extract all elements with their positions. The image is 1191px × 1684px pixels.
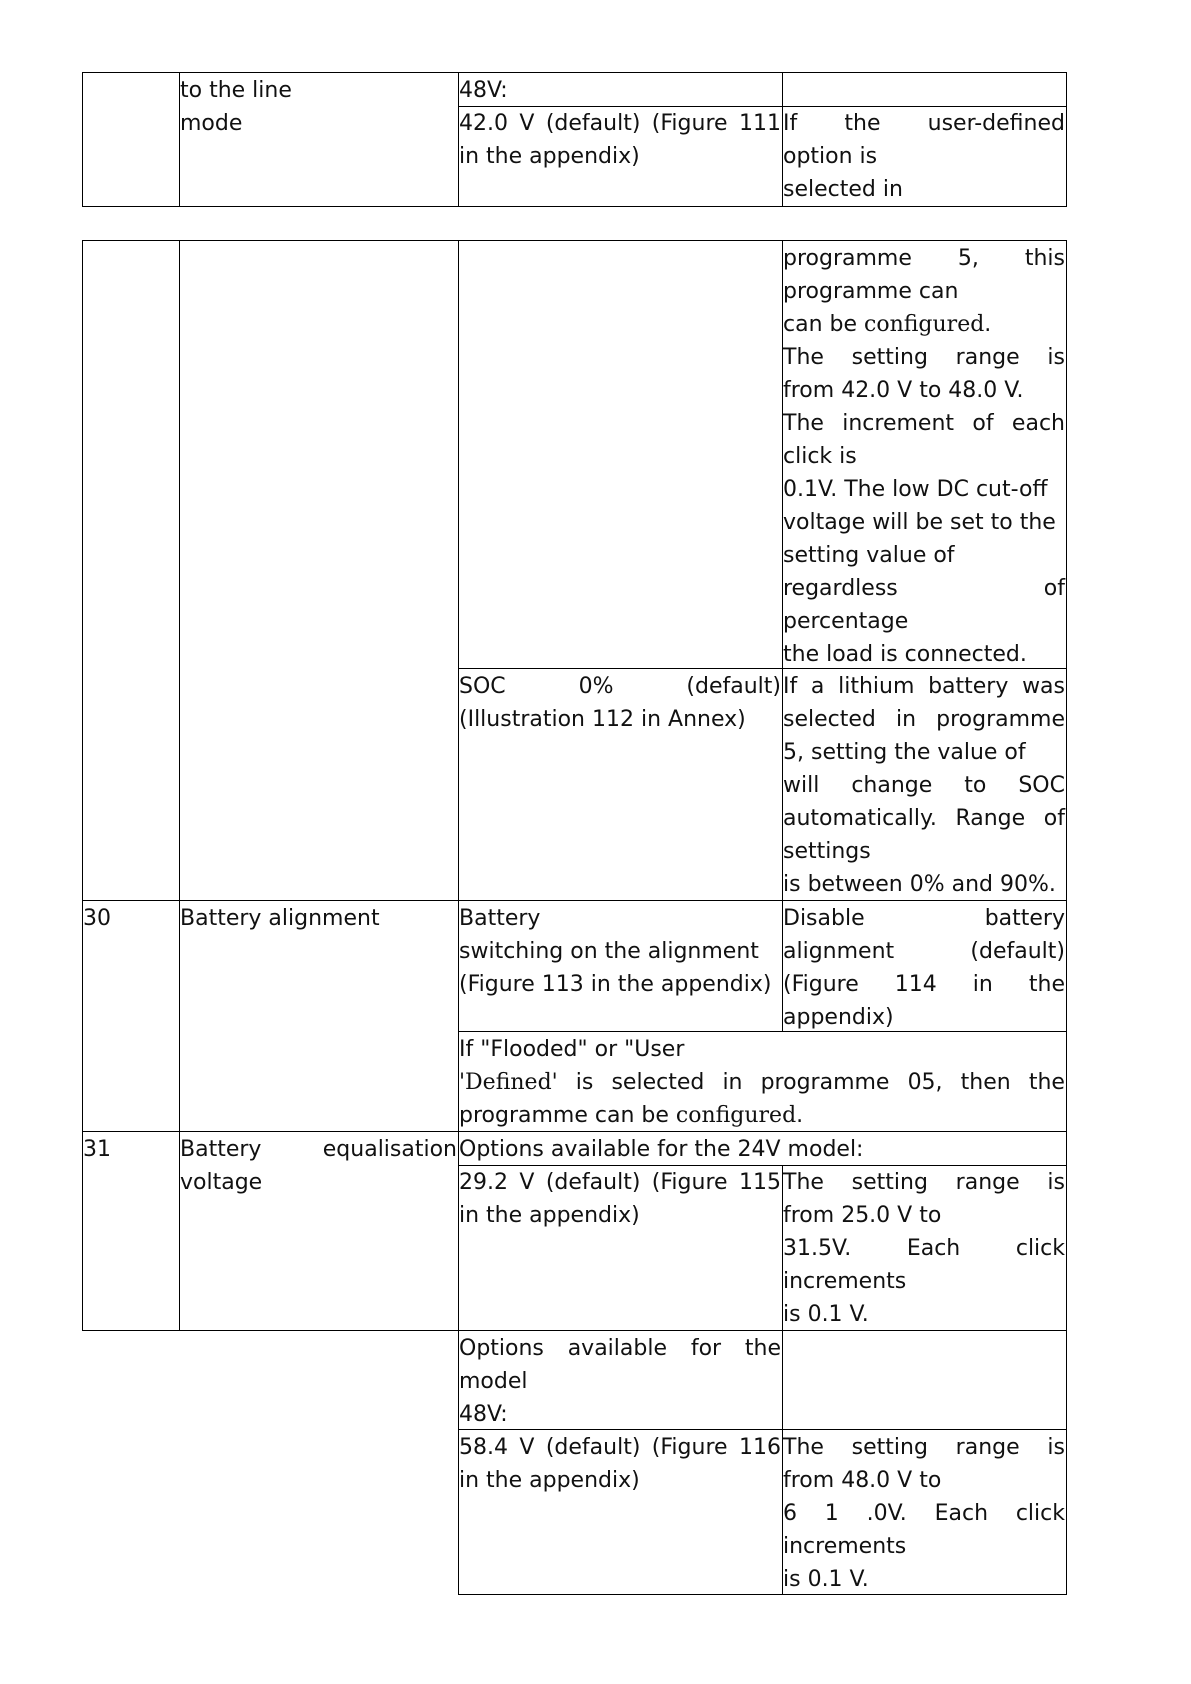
word: Battery	[180, 1137, 262, 1162]
cell-text	[783, 968, 1065, 1001]
word: 111	[738, 111, 781, 136]
cell-text: is 0.1 V.	[783, 1302, 869, 1327]
word: 58.4	[459, 1435, 508, 1460]
cell-text: option is	[783, 144, 878, 169]
word: (default)	[970, 939, 1065, 964]
word: of	[1043, 806, 1065, 831]
word: alignment	[783, 939, 895, 964]
word: (default)	[545, 1170, 641, 1195]
cell-text	[783, 1497, 1065, 1530]
cell-text	[459, 1166, 781, 1199]
cell-text	[783, 935, 1065, 968]
text-run: programme can be	[459, 1103, 676, 1128]
row-number: 31	[83, 1137, 111, 1162]
cell-text	[783, 902, 1065, 935]
word: V	[519, 1170, 535, 1195]
cell-text: model	[459, 1369, 528, 1394]
word: 42.0	[459, 111, 508, 136]
word: is	[1047, 1170, 1065, 1195]
word: 1	[824, 1501, 839, 1526]
word: the	[1028, 1070, 1065, 1095]
word: 05,	[907, 1070, 943, 1095]
word: programme	[760, 1070, 890, 1095]
cell-text: 0.1V. The low DC cut-off	[783, 477, 1048, 502]
word: 31.5V.	[783, 1236, 852, 1261]
cell-text	[459, 1332, 781, 1365]
word: click	[1015, 1236, 1065, 1261]
cell-text	[783, 1232, 1065, 1265]
word: for	[690, 1336, 722, 1361]
cell-text: in the appendix)	[459, 1468, 640, 1493]
word: V	[519, 111, 535, 136]
word: (default)	[545, 111, 641, 136]
word: battery	[928, 674, 1009, 699]
text-run: configured	[675, 1103, 797, 1128]
cell-text: If "Flooded" or "User	[459, 1037, 685, 1062]
cell-text: to the line	[180, 78, 292, 103]
cell-text: in the appendix)	[459, 1203, 640, 1228]
word: 115	[738, 1170, 781, 1195]
word: of	[1043, 576, 1065, 601]
word: V	[519, 1435, 535, 1460]
text-run: can be	[783, 312, 865, 337]
word: a	[810, 674, 825, 699]
word: The	[783, 1170, 824, 1195]
word: available	[567, 1336, 668, 1361]
word: battery	[984, 906, 1065, 931]
word: programme	[936, 707, 1065, 732]
cell-text: settings	[783, 839, 871, 864]
word: change	[851, 773, 933, 798]
word: range	[955, 1170, 1020, 1195]
word: setting	[851, 1435, 928, 1460]
word: The	[783, 411, 824, 436]
word: 29.2	[459, 1170, 508, 1195]
word: 'Defined'	[459, 1070, 558, 1095]
word: to	[964, 773, 987, 798]
word: Range	[955, 806, 1026, 831]
word: lithium	[838, 674, 915, 699]
word: SOC	[459, 674, 506, 699]
word: increment	[842, 411, 955, 436]
cell-text: from 48.0 V to	[783, 1468, 942, 1493]
cell-text: percentage	[783, 609, 909, 634]
word: Each	[934, 1501, 989, 1526]
row-label: voltage	[180, 1170, 263, 1195]
word: in	[722, 1070, 743, 1095]
word: .0V.	[866, 1501, 907, 1526]
cell-text: in the appendix)	[459, 144, 640, 169]
cell-text	[459, 1431, 781, 1464]
word: in	[895, 707, 917, 732]
word: The	[783, 1435, 824, 1460]
word: Each	[906, 1236, 961, 1261]
cell-text	[459, 1066, 1065, 1099]
word: (Figure	[651, 1435, 728, 1460]
cell-text: 48V:	[459, 78, 508, 103]
cell-text	[783, 1166, 1065, 1199]
cell-text	[459, 1099, 803, 1132]
row-label: Battery alignment	[180, 906, 380, 931]
cell-text: selected in	[783, 177, 903, 202]
word: is	[1047, 345, 1065, 370]
word: (Figure	[783, 972, 859, 997]
cell-text	[459, 107, 781, 140]
cell-text: increments	[783, 1534, 907, 1559]
cell-text: (Illustration 112 in Annex)	[459, 707, 746, 732]
cell-text: Battery	[459, 906, 541, 931]
word: 116	[738, 1435, 781, 1460]
cell-text	[783, 703, 1065, 736]
word: Disable	[783, 906, 865, 931]
word: will	[783, 773, 820, 798]
word: (Figure	[651, 111, 728, 136]
word: 0%	[578, 674, 614, 699]
cell-text: voltage will be set to the	[783, 510, 1056, 535]
cell-text	[783, 802, 1065, 835]
row-number: 30	[83, 906, 111, 931]
word: automatically.	[783, 806, 937, 831]
word: programme	[783, 246, 912, 271]
cell-text: Options available for the 24V model:	[459, 1137, 864, 1162]
word: selected	[611, 1070, 705, 1095]
word: the	[1028, 972, 1065, 997]
word: each	[1011, 411, 1065, 436]
word: was	[1022, 674, 1065, 699]
cell-text	[783, 407, 1065, 440]
cell-text: increments	[783, 1269, 907, 1294]
word: equalisation	[322, 1137, 457, 1162]
cell-text: is between 0% and 90%.	[783, 872, 1056, 897]
word: If	[783, 111, 798, 136]
cell-text	[783, 670, 1065, 703]
row-label	[180, 1133, 457, 1166]
cell-text: setting value of	[783, 543, 955, 568]
cell-text: appendix)	[783, 1005, 894, 1030]
cell-text	[783, 572, 1065, 605]
word: user-defined	[927, 111, 1065, 136]
word: 114	[894, 972, 937, 997]
word: regardless	[783, 576, 898, 601]
cell-text: click is	[783, 444, 857, 469]
word: the	[844, 111, 881, 136]
cell-text	[783, 242, 1065, 275]
word: this	[1024, 246, 1065, 271]
cell-text: mode	[180, 111, 243, 136]
cell-text: from 42.0 V to 48.0 V.	[783, 378, 1024, 403]
cell-text	[459, 670, 781, 703]
word: setting	[851, 345, 928, 370]
word: (Figure	[651, 1170, 728, 1195]
word: If	[783, 674, 798, 699]
word: range	[955, 1435, 1020, 1460]
cell-text	[783, 769, 1065, 802]
cell-text: 48V:	[459, 1402, 508, 1427]
word: is	[575, 1070, 594, 1095]
word: of	[972, 411, 994, 436]
word: 5,	[957, 246, 979, 271]
cell-text: is 0.1 V.	[783, 1567, 869, 1592]
text-run: .	[984, 312, 992, 337]
word: range	[955, 345, 1020, 370]
word: (default)	[545, 1435, 641, 1460]
word: 6	[783, 1501, 797, 1526]
word: setting	[851, 1170, 928, 1195]
cell-text	[783, 1431, 1065, 1464]
word: click	[1015, 1501, 1065, 1526]
cell-text	[783, 107, 1065, 140]
cell-text: 5, setting the value of	[783, 740, 1026, 765]
word: SOC	[1018, 773, 1065, 798]
cell-text: from 25.0 V to	[783, 1203, 942, 1228]
cell-text: switching on the alignment	[459, 939, 759, 964]
word: Options	[459, 1336, 544, 1361]
word: then	[960, 1070, 1011, 1095]
word: is	[1047, 1435, 1065, 1460]
word: selected	[783, 707, 876, 732]
text-run: configured	[864, 312, 985, 337]
word: (default)	[686, 674, 781, 699]
cell-text	[783, 308, 991, 341]
cell-text: the load is connected.	[783, 642, 1027, 667]
text-run: .	[796, 1103, 804, 1128]
word: The	[783, 345, 824, 370]
word: the	[744, 1336, 781, 1361]
cell-text: programme can	[783, 279, 959, 304]
cell-text: (Figure 113 in the appendix)	[459, 972, 772, 997]
word: in	[972, 972, 993, 997]
cell-text	[783, 341, 1065, 374]
